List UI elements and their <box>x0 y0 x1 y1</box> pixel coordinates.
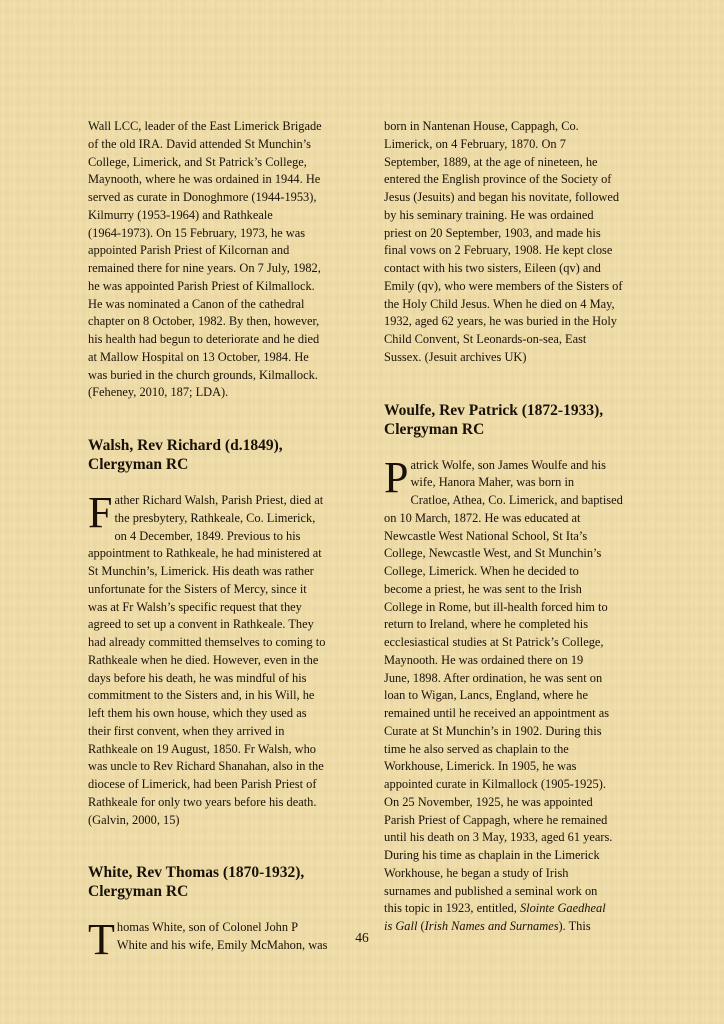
text-line: left them his own house, which they used as <box>88 706 307 720</box>
heading-line: Woulfe, Rev Patrick (1872-1933), <box>384 401 604 419</box>
text-line: become a priest, he was sent to the Irish <box>384 581 582 596</box>
text-line: St Munchin’s, Limerick. His death was rather <box>88 564 314 578</box>
text-line: surnames and published a seminal work on <box>384 883 598 898</box>
left-column <box>88 118 344 965</box>
text-fragment: ( <box>417 919 425 933</box>
heading-line: Clergyman RC <box>88 883 189 901</box>
text-line: Rathkeale on 19 August, 1850. Fr Walsh, who <box>88 741 316 756</box>
text-line: College, Newcastle West, and St Munchin’s <box>384 546 602 561</box>
page-number: 46 <box>355 930 369 945</box>
text-line: the presbytery, Rathkeale, Co. Limerick, <box>114 510 316 525</box>
heading-line: Walsh, Rev Richard (d.1849), <box>88 437 283 454</box>
text-line: agreed to set up a convent in Rathkeale. They <box>88 617 314 632</box>
spacer <box>88 901 344 919</box>
text-line: Wall LCC, leader of the East Limerick Brigade <box>88 119 322 133</box>
text-line: Maynooth. He was ordained there on 19 <box>384 652 584 667</box>
text-line: Cratloe, Athea, Co. Limerick, and baptised <box>410 493 623 507</box>
text-line: return to Ireland, where he completed his <box>384 617 589 632</box>
spacer <box>384 367 640 401</box>
text-line: September, 1889, at the age of nineteen, he <box>384 154 598 169</box>
text-line: Newcastle West National School, St Ita’s <box>384 528 588 543</box>
text-line: on 4 December, 1849. Previous to his <box>114 528 301 543</box>
text-line: was buried in the church grounds, Kilmallock. <box>88 367 318 382</box>
entry-continuation-text <box>88 118 344 402</box>
entry-heading-woulfe <box>384 401 640 439</box>
text-line: entered the English province of the Society of <box>384 172 612 187</box>
book-title: Irish Names and Surnames <box>424 919 559 933</box>
text-line: their first convent, when they arrived in <box>88 723 285 738</box>
book-title: is Gall <box>384 919 418 933</box>
drop-cap: F <box>88 488 113 537</box>
entry-continuation-text <box>384 118 640 367</box>
text-line: Parish Priest of Cappagh, where he remained <box>384 812 608 827</box>
spacer <box>88 474 344 492</box>
entry-body-woulfe <box>384 452 640 936</box>
text-line: College in Rome, but ill-health forced him to <box>384 599 608 614</box>
text-line: was at Fr Walsh’s specific request that they <box>88 599 302 614</box>
text-line: he was appointed Parish Priest of Kilmallock. <box>88 278 315 293</box>
text-line: Rathkeale when he died. However, even in the <box>88 652 319 667</box>
text-line: June, 1898. After ordination, he was sent on <box>384 670 603 685</box>
text-line: at Mallow Hospital on 13 October, 1984. He <box>88 349 309 364</box>
text-line: final vows on 2 February, 1908. He kept close <box>384 243 613 258</box>
text-line: College, Limerick. When he decided to <box>384 564 579 578</box>
entry-body-walsh <box>88 488 344 829</box>
text-line: days before his death, he was mindful of his <box>88 670 307 685</box>
text-line: appointed curate in Kilmallock (1905-1925). <box>384 777 606 791</box>
text-line: diocese of Limerick, had been Parish Priest of <box>88 777 317 791</box>
spacer <box>88 402 344 436</box>
text-line: White and his wife, Emily McMahon, was <box>116 938 328 952</box>
text-line: (Galvin, 2000, 15) <box>88 812 180 827</box>
text-line: unfortunate for the Sisters of Mercy, since it <box>88 581 307 596</box>
text-line: born in Nantenan House, Cappagh, Co. <box>384 119 579 133</box>
text-line: this topic in 1923, entitled, <box>384 901 520 916</box>
text-line: priest on 20 September, 1903, and made his <box>384 225 601 240</box>
book-title: Slointe Gaedheal <box>519 901 606 916</box>
text-line: by his seminary training. He was ordained <box>384 207 594 222</box>
text-line: 1932, aged 62 years, he was buried in the Holy <box>384 314 617 329</box>
text-line: atrick Wolfe, son James Woulfe and his <box>410 457 606 472</box>
text-line: served as curate in Donoghmore (1944-1953), <box>88 190 317 204</box>
text-line: remained until he received an appointment as <box>384 706 610 720</box>
text-line: On 25 November, 1925, he was appointed <box>384 794 593 809</box>
text-line: until his death on 3 May, 1933, aged 61 years. <box>384 830 613 845</box>
drop-cap: T <box>88 915 115 965</box>
spacer <box>88 829 344 863</box>
text-line: the Holy Child Jesus. When he died on 4 May, <box>384 296 615 311</box>
heading-line: White, Rev Thomas (1870-1932), <box>88 864 305 882</box>
text-line: loan to Wigan, Lancs, England, where he <box>384 688 588 703</box>
heading-line: Clergyman RC <box>384 420 485 438</box>
body-lines <box>384 493 623 898</box>
heading-line: Clergyman RC <box>88 456 189 473</box>
text-line: appointed Parish Priest of Kilcornan and <box>88 243 290 258</box>
text-line: Limerick, on 4 February, 1870. On 7 <box>384 136 566 151</box>
text-line: He was nominated a Canon of the cathedral <box>88 296 305 311</box>
text-line: (1964-1973). On 15 February, 1973, he was <box>88 225 306 240</box>
text-fragment: ). This <box>558 919 591 933</box>
text-line: commitment to the Sisters and, in his Will, he <box>88 688 315 703</box>
text-line: Kilmurry (1953-1964) and Rathkeale <box>88 207 273 222</box>
text-line: Curate at St Munchin’s in 1902. During this <box>384 723 602 738</box>
entry-heading-walsh <box>88 436 344 474</box>
text-line: ather Richard Walsh, Parish Priest, died at <box>114 493 324 507</box>
text-line: remained there for nine years. On 7 July, 1982, <box>88 261 321 275</box>
text-line: Workhouse, he began a study of Irish <box>384 865 569 880</box>
right-column <box>384 118 640 936</box>
spacer <box>384 439 640 457</box>
text-line: Rathkeale for only two years before his death. <box>88 794 317 809</box>
text-line: Sussex. (Jesuit archives UK) <box>384 349 527 364</box>
text-line: homas White, son of Colonel John P <box>116 920 299 935</box>
text-line: Workhouse, Limerick. In 1905, he was <box>384 759 577 774</box>
text-line: his health had begun to deteriorate and he died <box>88 332 320 346</box>
text-line: Child Convent, St Leonards-on-sea, East <box>384 332 587 346</box>
text-line: on 10 March, 1872. He was educated at <box>384 510 581 525</box>
entry-heading-white <box>88 863 344 901</box>
text-line: ecclesiastical studies at St Patrick’s College, <box>384 635 604 649</box>
text-line: Emily (qv), who were members of the Sisters of <box>384 278 623 293</box>
text-line: chapter on 8 October, 1982. By then, however, <box>88 314 320 329</box>
text-line: College, Limerick, and St Patrick’s College, <box>88 154 307 169</box>
text-line: During his time as chaplain in the Limerick <box>384 848 600 862</box>
text-line: was uncle to Rev Richard Shanahan, also in the <box>88 759 324 774</box>
text-line: Maynooth, where he was ordained in 1944. He <box>88 172 321 187</box>
text-line: Jesus (Jesuits) and began his novitate, followed <box>384 190 620 204</box>
text-line: had already committed themselves to coming to <box>88 635 326 649</box>
text-line: wife, Hanora Maher, was born in <box>410 475 575 490</box>
text-line: contact with his two sisters, Eileen (qv) and <box>384 261 601 275</box>
text-line: appointment to Rathkeale, he had ministered at <box>88 546 322 561</box>
text-line: time he also served as chaplain to the <box>384 741 569 756</box>
body-lines <box>88 529 325 827</box>
text-line: of the old IRA. David attended St Munchin’s <box>88 136 312 151</box>
drop-cap: P <box>384 452 409 502</box>
text-line: (Feheney, 2010, 187; LDA). <box>88 385 229 400</box>
